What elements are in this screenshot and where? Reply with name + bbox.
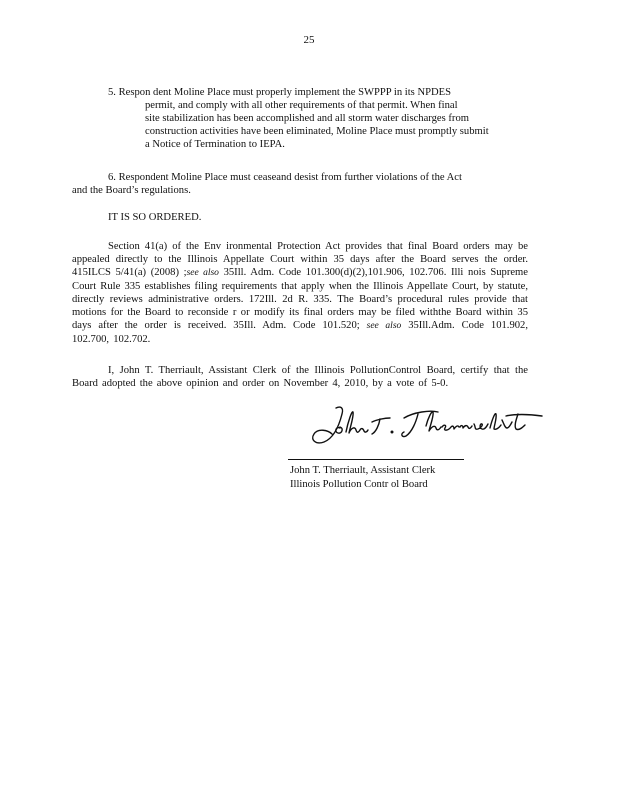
order-item-6-line-2: and the Board’s regulations. bbox=[72, 185, 191, 196]
see-also-citation-1: see also bbox=[186, 268, 219, 278]
order-item-5-line-2: permit, and comply with all other requirements of that permit. When final bbox=[145, 100, 458, 111]
appeal-text-part-2: 35Ill. Adm. Code 101.300(d)(2),101.906, 102.706. Illi nois Supreme Court Rule 335 establishes filing requirements that apply when the Illinois Appellate Court, by statute, directly reviews administrative orders. 172Ill. 2d R. 335. The Board’s procedural rules provide that motions for the Board to reconside r or modify its final orders may be filed withthe Board within 35 days after the order is received. 35Ill. Adm. Code 101.520; bbox=[72, 267, 528, 331]
certification-paragraph: I, John T. Therriault, Assistant Clerk of the Illinois PollutionControl Board, certify that the Board adopted the above opinion and order on November 4, 2010, by a vote of 5-0. bbox=[72, 365, 528, 389]
see-also-citation-2: see also bbox=[366, 321, 402, 331]
appeal-rights-paragraph bbox=[72, 240, 528, 346]
page-number: 25 bbox=[303, 34, 315, 46]
signature-line bbox=[288, 459, 464, 460]
order-item-5-line-1: 5. Respon dent Moline Place must properly implement the SWPPP in its NPDES bbox=[108, 87, 452, 98]
so-ordered-statement: IT IS SO ORDERED. bbox=[108, 212, 202, 223]
order-item-6 bbox=[72, 171, 528, 197]
order-item-5-line-3: site stabilization has been accomplished and all storm water discharges from bbox=[145, 113, 469, 124]
order-item-6-line-1: 6. Respondent Moline Place must ceaseand desist from further violations of the Act bbox=[108, 172, 462, 183]
order-item-5-line-5: a Notice of Termination to IEPA. bbox=[145, 139, 285, 150]
signatory-organization: Illinois Pollution Contr ol Board bbox=[290, 479, 428, 490]
order-item-5 bbox=[108, 86, 532, 151]
order-item-5-line-4: construction activities have been eliminated, Moline Place must promptly submit bbox=[145, 126, 489, 137]
appeal-text-part-3: 35Ill.Adm. Code 101.902, 102.700, 102.702. bbox=[72, 320, 528, 345]
signatory-name-title: John T. Therriault, Assistant Clerk bbox=[290, 465, 436, 476]
appeal-text-part-1: Section 41(a) of the Env ironmental Protection Act provides that final Board orders may be appealed directly to the Illinois Appellate Court within 35 days after the Board serves the order. 415ILCS 5/41(a) (2008) ; bbox=[72, 241, 528, 278]
handwritten-signature-image bbox=[306, 400, 546, 452]
